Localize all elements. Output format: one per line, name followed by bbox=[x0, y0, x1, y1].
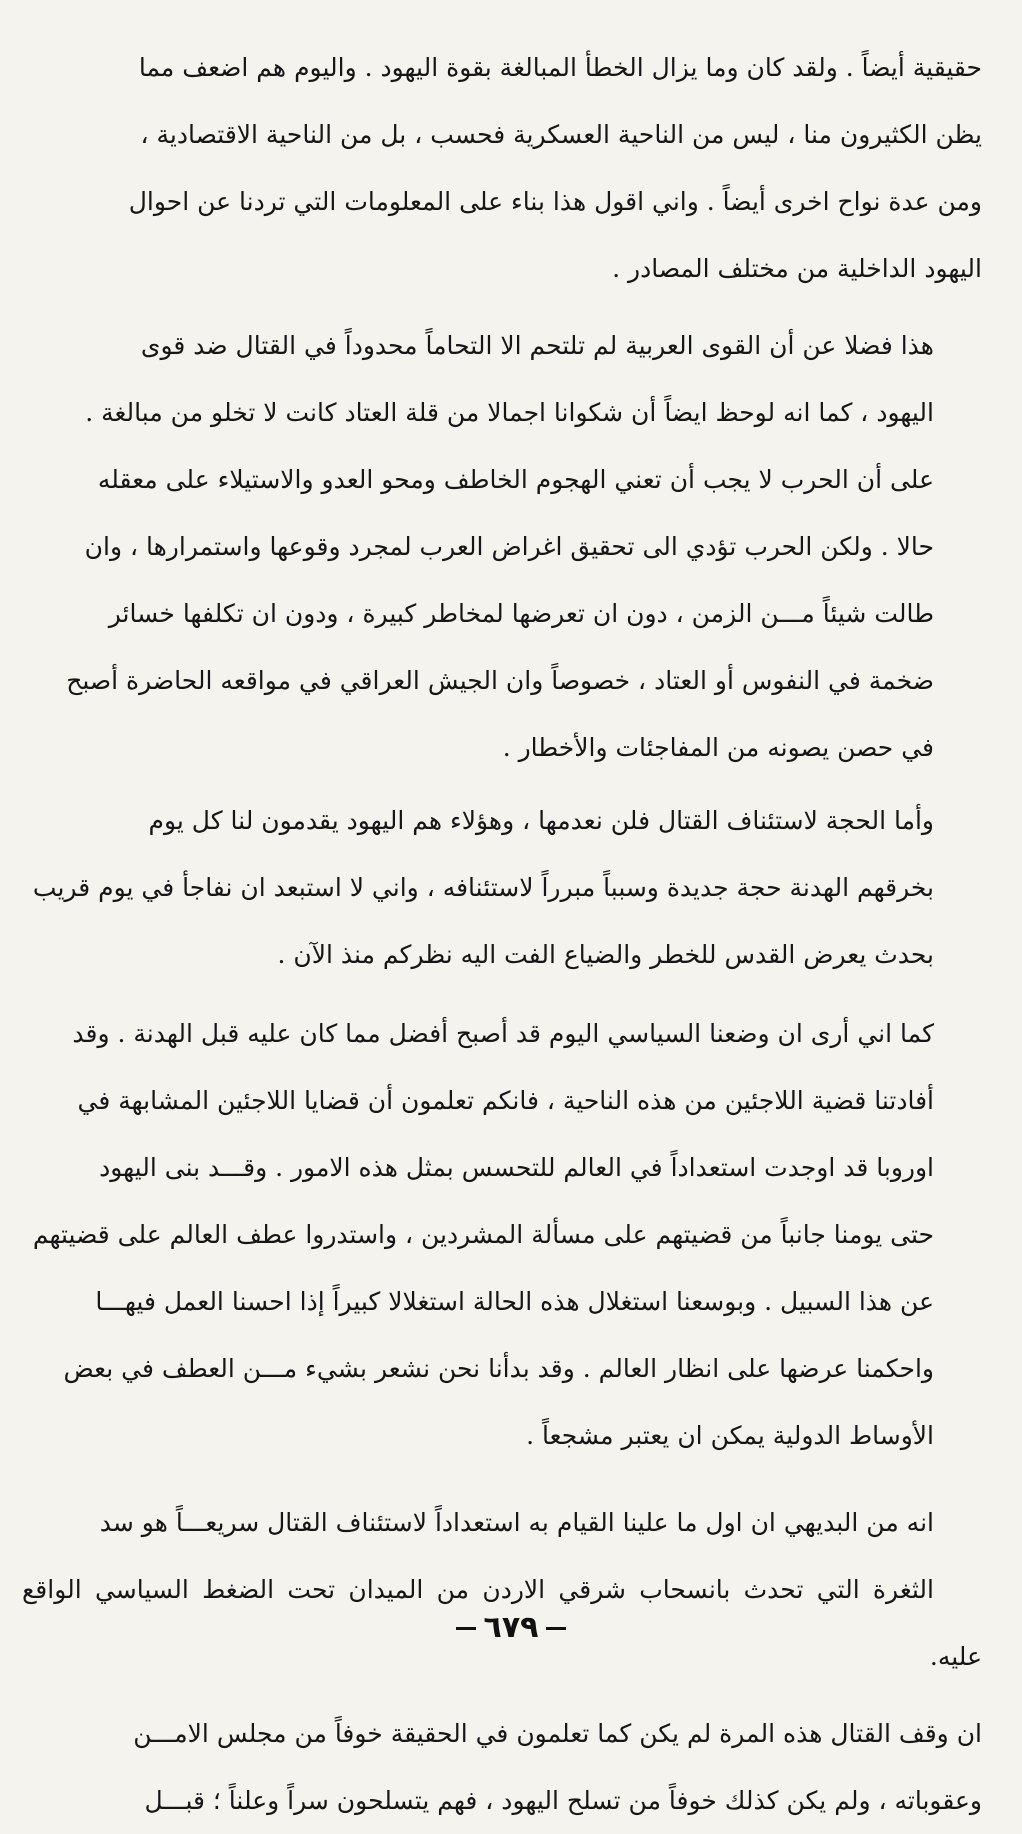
dash-left bbox=[456, 1627, 476, 1630]
paragraph-5 bbox=[22, 1489, 982, 1690]
text-line: اليهود الداخلية من مختلف المصادر . bbox=[612, 254, 982, 283]
text-line: كما اني أرى ان وضعنا السياسي اليوم قد أصبح أفضل مما كان عليه قبل الهدنة . وقد bbox=[72, 1019, 934, 1048]
paragraph-6 bbox=[22, 1700, 982, 1834]
paragraph-1 bbox=[22, 34, 982, 302]
paragraph-4 bbox=[22, 1000, 982, 1469]
text-line: أفادتنا قضية اللاجئين من هذه الناحية ، فانكم تعلمون أن قضايا اللاجئين المشابهة في bbox=[77, 1086, 934, 1115]
text-line: في حصن يصونه من المفاجئات والأخطار . bbox=[502, 733, 934, 762]
text-line: وعقوباته ، ولم يكن كذلك خوفاً من تسلح اليهود ، فهم يتسلحون سراً وعلناً ؛ قبـــل bbox=[144, 1786, 982, 1815]
text-line: ومن عدة نواح اخرى أيضاً . واني اقول هذا بناء على المعلومات التي تردنا عن احوال bbox=[128, 187, 982, 216]
text-line: عن هذا السبيل . وبوسعنا استغلال هذه الحالة استغلالا كبيراً إذا احسنا العمل فيهـــا bbox=[95, 1287, 934, 1316]
text-line: اليهود ، كما انه لوحظ ايضاً أن شكوانا اجمالا من قلة العتاد كانت لا تخلو من مبالغة . bbox=[85, 398, 934, 427]
text-line: بحدث يعرض القدس للخطر والضياع الفت اليه نظركم منذ الآن . bbox=[277, 940, 934, 969]
text-line: انه من البديهي ان اول ما علينا القيام به استعداداً لاستئناف القتال سريعـــاً هو سد bbox=[99, 1508, 934, 1537]
text-line: الثغرة التي تحدث بانسحاب شرقي الاردن من الميدان تحت الضغط السياسي الواقع عليه. bbox=[22, 1575, 982, 1671]
text-line: هذا فضلا عن أن القوى العربية لم تلتحم الا التحاماً محدوداً في القتال ضد قوى bbox=[140, 331, 934, 360]
text-line: بخرقهم الهدنة حجة جديدة وسبباً مبرراً لاستئنافه ، واني لا استبعد ان نفاجأ في يوم قريب bbox=[32, 873, 934, 902]
paragraph-3 bbox=[22, 787, 982, 988]
text-line: واحكمنا عرضها على انظار العالم . وقد بدأنا نحن نشعر بشيء مـــن العطف في بعض bbox=[63, 1354, 934, 1383]
page-number bbox=[0, 1610, 1022, 1645]
text-line: حالا . ولكن الحرب تؤدي الى تحقيق اغراض العرب لمجرد وقوعها واستمرارها ، وان bbox=[84, 532, 934, 561]
text-line: حتى يومنا جانباً من قضيتهم على مسألة المشردين ، واستدروا عطف العالم على قضيتهم bbox=[32, 1220, 934, 1249]
paragraph-2 bbox=[22, 312, 982, 781]
text-line: يظن الكثيرون منا ، ليس من الناحية العسكرية فحسب ، بل من الناحية الاقتصادية ، bbox=[140, 120, 982, 149]
page-number-text: ٦٧٩ bbox=[483, 1610, 539, 1645]
text-line: الأوساط الدولية يمكن ان يعتبر مشجعاً . bbox=[526, 1421, 934, 1450]
dash-right bbox=[546, 1627, 566, 1630]
text-line: على أن الحرب لا يجب أن تعني الهجوم الخاطف ومحو العدو والاستيلاء على معقله bbox=[97, 465, 934, 494]
text-line: ان وقف القتال هذه المرة لم يكن كما تعلمون في الحقيقة خوفاً من مجلس الامـــن bbox=[133, 1719, 982, 1748]
text-line: طالت شيئاً مـــن الزمن ، دون ان تعرضها لمخاطر كبيرة ، ودون ان تكلفها خسائر bbox=[108, 599, 934, 628]
text-line: وأما الحجة لاستئناف القتال فلن نعدمها ، وهؤلاء هم اليهود يقدمون لنا كل يوم bbox=[148, 806, 934, 835]
text-line: ضخمة في النفوس أو العتاد ، خصوصاً وان الجيش العراقي في مواقعه الحاضرة أصبح bbox=[66, 666, 934, 695]
text-line: اوروبا قد اوجدت استعداداً في العالم للتحسس بمثل هذه الامور . وقـــد بنى اليهود bbox=[99, 1153, 934, 1182]
text-line: حقيقية أيضاً . ولقد كان وما يزال الخطأ المبالغة بقوة اليهود . واليوم هم اضعف مما bbox=[138, 53, 982, 82]
